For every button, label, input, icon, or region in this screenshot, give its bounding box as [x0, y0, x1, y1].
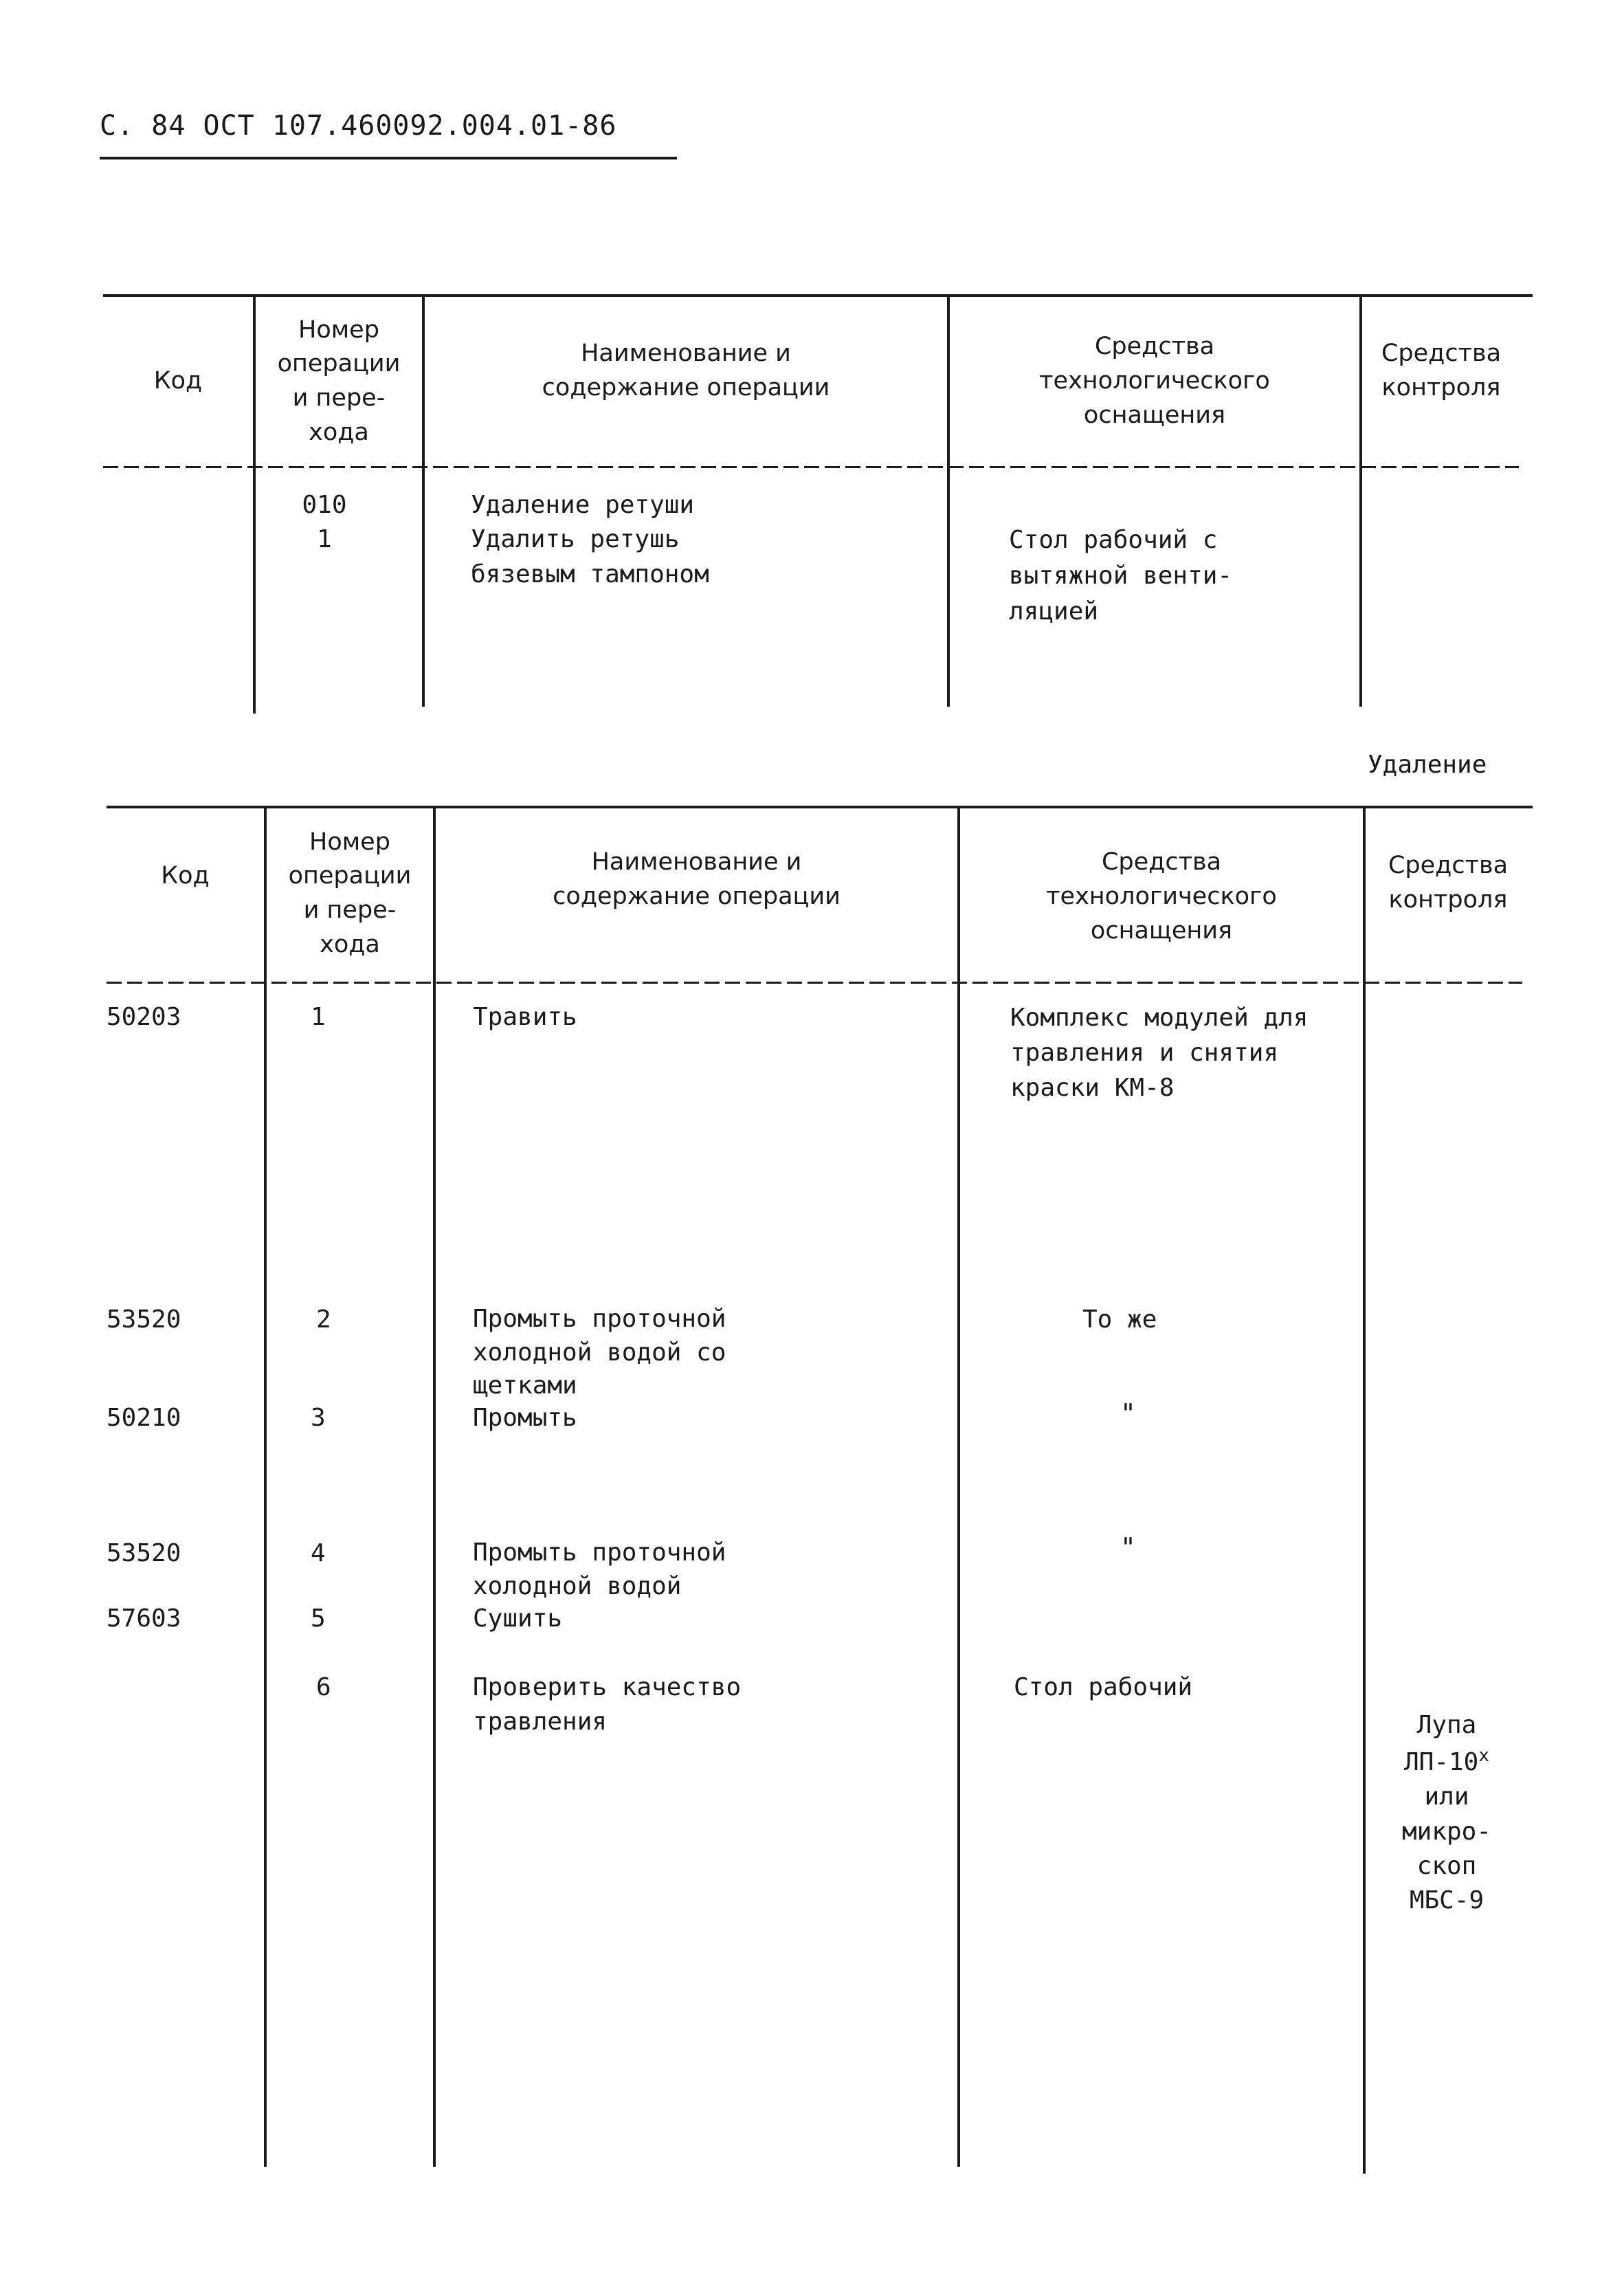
table2-header-op-num: Номер операции и пере- хода	[288, 828, 412, 958]
table2-cell-equipment-ditto: "	[1120, 1532, 1136, 1563]
table2-cell-name: Травить	[473, 1003, 577, 1031]
table1-top-rule	[103, 294, 1533, 297]
table1-header-equipment: Средства технологического оснащения	[1039, 333, 1270, 429]
table2-cell-name: Промыть проточной холодной водой	[473, 1538, 726, 1600]
control-text: Лупа ЛП-10	[1403, 1711, 1479, 1776]
table2-header-equipment: Средства технологического оснащения	[1046, 848, 1277, 945]
table2-cell-code: 57603	[107, 1604, 181, 1633]
control-text-tail: или микро- скоп МБС-9	[1401, 1782, 1492, 1915]
table2-cell-name: Сушить	[473, 1604, 563, 1633]
table2-cell-op-num: 5	[311, 1604, 326, 1633]
section-label: Удаление	[1368, 751, 1487, 779]
page-header-underline	[100, 157, 677, 159]
table2-cell-control	[1371, 1674, 1522, 1953]
table1-header-control: Средства контроля	[1381, 340, 1502, 401]
table2-col-divider	[1363, 806, 1366, 2174]
table2-cell-name: Промыть проточной холодной водой со щетками	[473, 1305, 726, 1400]
table1-header-name: Наименование и содержание операции	[542, 340, 830, 401]
table2-col-divider	[433, 806, 436, 2167]
table1-cell-equipment: Стол рабочий с вытяжной венти- ляцией	[1009, 526, 1233, 626]
table1-header-op-num: Номер операции и пере- хода	[277, 316, 401, 446]
table2-cell-op-num: 6	[316, 1673, 331, 1701]
table2-top-rule	[107, 806, 1533, 808]
table1-cell-op-num: 010 1	[302, 491, 347, 554]
table2-header-control: Средства контроля	[1388, 852, 1509, 914]
table2-cell-code: 50210	[107, 1404, 181, 1432]
table2-cell-equipment-ditto: "	[1120, 1398, 1136, 1428]
table1-header-rule	[103, 466, 1519, 468]
table2-header-name: Наименование и содержание операции	[553, 848, 841, 910]
table2-cell-equipment: Комплекс модулей для травления и снятия краски КМ-8	[1010, 1004, 1309, 1103]
table2-col-divider	[957, 806, 960, 2167]
table2-cell-code: 53520	[107, 1539, 181, 1567]
table2-header-code: Код	[161, 862, 210, 890]
table2-cell-op-num: 4	[311, 1539, 326, 1567]
table2-cell-code: 53520	[107, 1305, 181, 1334]
table2-cell-name: Проверить качество травления	[473, 1673, 742, 1736]
table2-cell-name: Промыть	[473, 1404, 577, 1432]
table2-cell-equipment: Стол рабочий	[1014, 1673, 1193, 1701]
page-header: С. 84 ОСТ 107.460092.004.01-86	[100, 110, 617, 142]
table2-cell-op-num: 2	[316, 1305, 331, 1334]
table1-cell-name: Удаление ретуши Удалить ретушь бязевым тампоном	[471, 491, 709, 588]
table2-col-divider	[264, 806, 267, 2167]
table2-cell-op-num: 3	[311, 1404, 326, 1432]
table2-cell-code: 50203	[107, 1003, 181, 1031]
table2-cell-op-num: 1	[311, 1003, 326, 1031]
table2-cell-equipment: То же	[1082, 1305, 1157, 1334]
control-superscript: х	[1478, 1745, 1490, 1766]
table1-header-code: Код	[153, 367, 203, 395]
table2-header-rule	[107, 982, 1522, 984]
